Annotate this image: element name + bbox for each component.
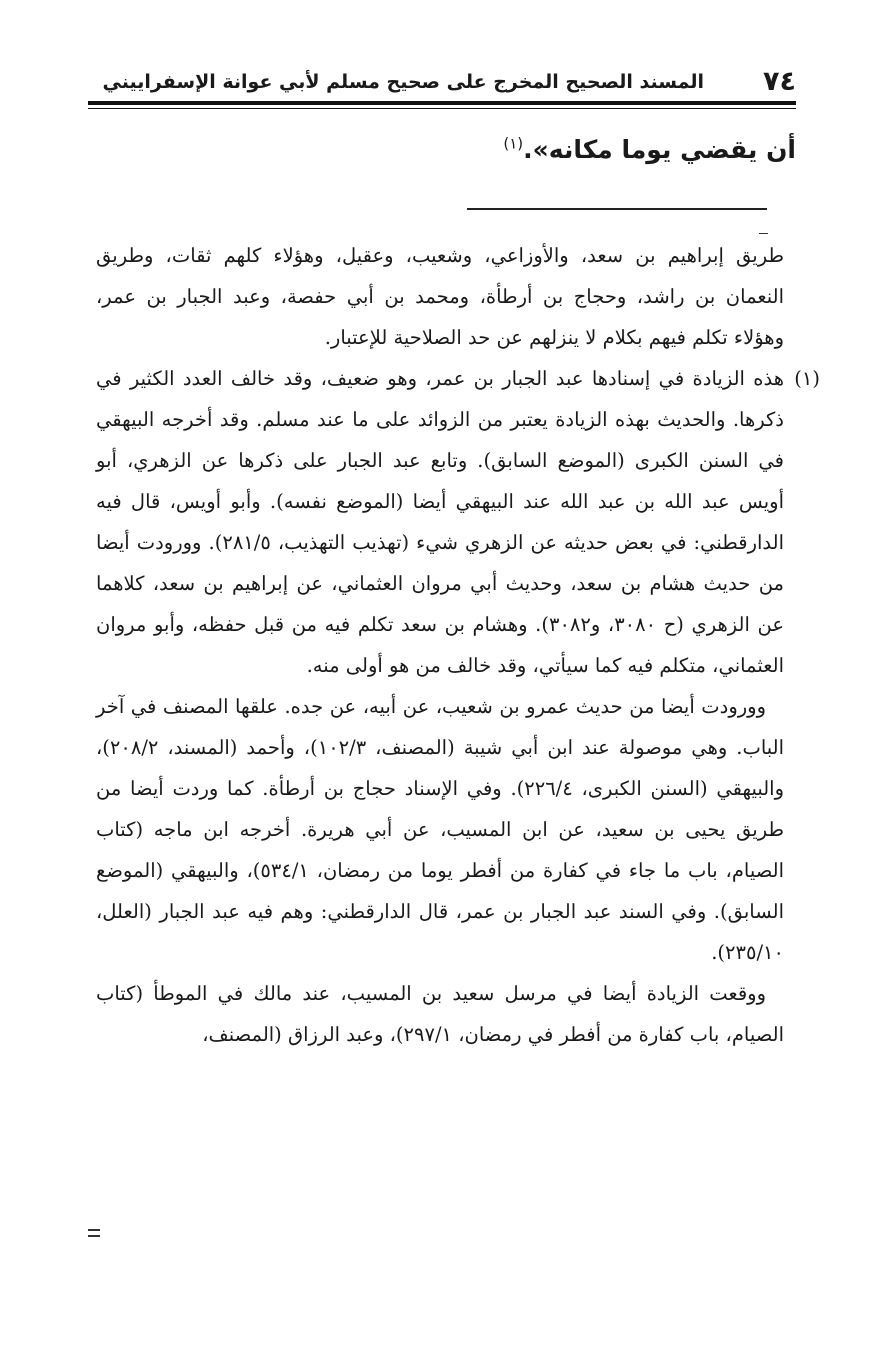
footnote-number: (١) (794, 367, 820, 390)
header-rule (88, 101, 796, 105)
footnote-reference: (١) (503, 134, 524, 153)
main-text: أن يقضي يوما مكانه». (523, 135, 796, 164)
footnote-separator (467, 208, 767, 210)
continued-mark-bottom (88, 1235, 100, 1237)
footnote-1-paragraph-2: وورودت أيضا من حديث عمرو بن شعيب، عن أبيه، عن جده. علقها المصنف في آخر الباب. وهي موصولة عند ابن أبي شيبة (المصنف، ١٠٢/٣)، وأحمد (المسند، ٢٠٨/٢)، والبيهقي (السنن الكبرى، ٢٢٦/٤). وفي الإسناد حجاج بن أرطأة. كما وردت أيضا من طريق يحيى بن سعيد، عن ابن المسيب، عن أبي هريرة. أخرجه ابن ماجه (كتاب الصيام، باب ما جاء في كفارة من أفطر يوما من رمضان، ٥٣٤/١)، والبيهقي (الموضع السابق). وفي السند عبد الجبار بن عمر، قال الدارقطني: وهم فيه عبد الجبار (العلل، ٢٣٥/١٠). (96, 695, 784, 964)
main-text-line (96, 128, 796, 172)
page-header (88, 62, 796, 102)
running-title: المسند الصحيح المخرج على صحيح مسلم لأبي عوانة الإسفراييني (102, 71, 704, 93)
footnotes-section (96, 235, 820, 1055)
continuation-mark (759, 233, 768, 234)
continued-mark-top (88, 1229, 100, 1231)
page-number: ٧٤ (763, 66, 796, 97)
footnote-1-paragraph-3: ووقعت الزيادة أيضا في مرسل سعيد بن المسيب، عند مالك في الموطأ (كتاب الصيام، باب كفارة من أفطر في رمضان، ٢٩٧/١)، وعبد الرزاق (المصنف، (96, 982, 784, 1046)
footnote-1 (96, 358, 820, 1055)
footnote-continuation: طريق إبراهيم بن سعد، والأوزاعي، وشعيب، وعقيل، وهؤلاء كلهم ثقات، وطريق النعمان بن راشد، وحجاج بن أرطأة، ومحمد بن أبي حفصة، وعبد الجبار بن عمر، وهؤلاء تكلم فيهم بكلام لا ينزلهم عن حد الصلاحية للإعتبار. (96, 244, 784, 349)
footnote-1-paragraph-1: هذه الزيادة في إسنادها عبد الجبار بن عمر، وهو ضعيف، وقد خالف العدد الكثير في ذكرها. والحديث بهذه الزيادة يعتبر من الزوائد على ما عند مسلم. وقد أخرجه البيهقي في السنن الكبرى (الموضع السابق). وتابع عبد الجبار على ذكرها عن الزهري، أبو أويس عبد الله بن عبد الله عند البيهقي أيضا (الموضع نفسه). وأبو أويس، قال فيه الدارقطني: في بعض حديثه عن الزهري شيء (تهذيب التهذيب، ٢٨١/٥). وورودت أيضا من حديث هشام بن سعد، وحديث أبي مروان العثماني، عن إبراهيم بن سعد، كلاهما عن الزهري (ح ٣٠٨٠، و٣٠٨٢). وهشام بن سعد تكلم فيه من قبل حفظه، وأبو مروان العثماني، متكلم فيه كما سيأتي، وقد خالف من هو أولى منه. (96, 367, 785, 677)
header-rule-thin (88, 108, 796, 109)
